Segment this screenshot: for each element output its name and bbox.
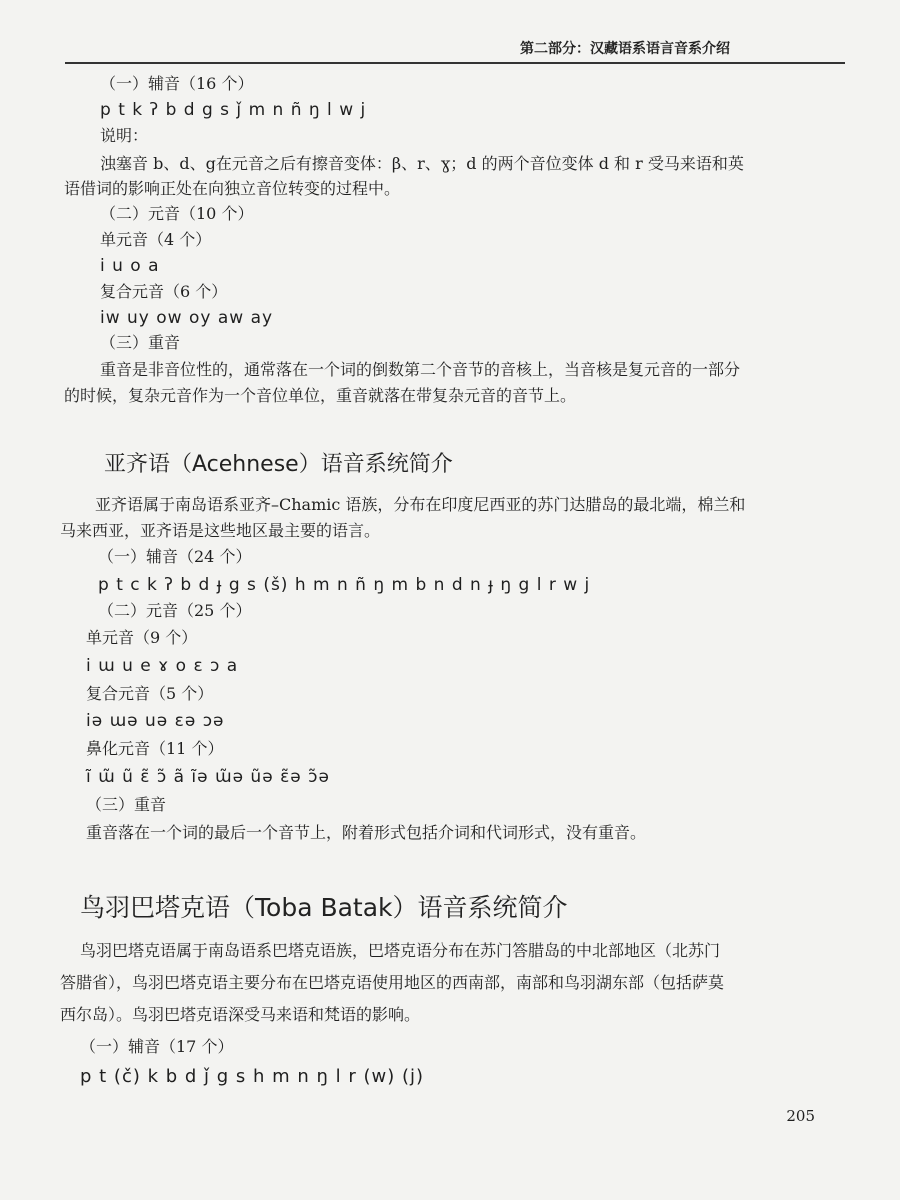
sec1-note-line1: 浊塞音 b、d、g在元音之后有擦音变体：β、r、ɣ；d 的两个音位变体 d 和 r 受马来语和英 bbox=[100, 154, 744, 173]
sec2-consonant-heading: （一）辅音（24 个） bbox=[98, 547, 252, 566]
page-number: 205 bbox=[786, 1107, 815, 1125]
sec2-diphthong-heading: 复合元音（5 个） bbox=[86, 684, 214, 703]
sec3-title: 鸟羽巴塔克语（Toba Batak）语音系统简介 bbox=[80, 893, 568, 922]
sec3-intro-line3: 西尔岛）。鸟羽巴塔克语深受马来语和梵语的影响。 bbox=[60, 1005, 421, 1024]
sec2-intro-line2: 马来西亚，亚齐语是这些地区最主要的语言。 bbox=[60, 521, 381, 540]
sec1-note-line2: 语借词的影响正处在向独立音位转变的过程中。 bbox=[64, 179, 401, 198]
sec2-consonant-list: p t c k ʔ b d ɟ g s (š) h m n ñ ŋ m b n d n ɟ ŋ g l r w j bbox=[98, 575, 591, 595]
sec2-intro-line1: 亚齐语属于南岛语系亚齐–Chamic 语族，分布在印度尼西亚的苏门达腊岛的最北端，棉兰和 bbox=[95, 495, 746, 514]
sec2-stress-line: 重音落在一个词的最后一个音节上，附着形式包括介词和代词形式，没有重音。 bbox=[86, 823, 647, 842]
sec1-stress-heading: （三）重音 bbox=[100, 333, 181, 352]
sec1-diphthong-list: iw uy ow oy aw ay bbox=[100, 308, 274, 328]
sec1-stress-line2: 的时候，复杂元音作为一个音位单位，重音就落在带复杂元音的音节上。 bbox=[64, 386, 577, 405]
sec1-monophthong-heading: 单元音（4 个） bbox=[100, 230, 212, 249]
sec1-diphthong-heading: 复合元音（6 个） bbox=[100, 282, 228, 301]
header-rule bbox=[65, 62, 845, 64]
sec2-vowel-heading: （二）元音（25 个） bbox=[98, 601, 252, 620]
sec1-consonant-heading: （一）辅音（16 个） bbox=[100, 74, 254, 93]
running-header: 第二部分：汉藏语系语言音系介绍 bbox=[520, 41, 730, 57]
sec1-consonant-list: p t k ʔ b d g s ǰ m n ñ ŋ l w j bbox=[100, 100, 367, 120]
sec2-monophthong-heading: 单元音（9 个） bbox=[86, 628, 198, 647]
sec1-vowel-heading: （二）元音（10 个） bbox=[100, 204, 254, 223]
sec3-consonant-heading: （一）辅音（17 个） bbox=[80, 1037, 234, 1056]
sec1-monophthong-list: i u o a bbox=[100, 256, 160, 276]
sec1-note-label: 说明： bbox=[100, 126, 149, 145]
sec2-title: 亚齐语（Acehnese）语音系统简介 bbox=[104, 452, 453, 477]
sec1-stress-line1: 重音是非音位性的，通常落在一个词的倒数第二个音节的音核上，当音核是复元音的一部分 bbox=[100, 360, 741, 379]
sec2-nasal-list: ĩ ɯ̃ ũ ɛ̃ ɔ̃ ã ĩə ɯ̃ə ũə ɛ̃ə ɔ̃ə bbox=[86, 767, 330, 787]
sec2-monophthong-list: i ɯ u e ɤ o ɛ ɔ a bbox=[86, 656, 239, 676]
sec3-consonant-list: p t (č) k b d ǰ g s h m n ŋ l r (w) (j) bbox=[80, 1066, 425, 1087]
sec3-intro-line2: 答腊省），鸟羽巴塔克语主要分布在巴塔克语使用地区的西南部，南部和鸟羽湖东部（包括萨莫 bbox=[60, 973, 725, 992]
sec2-stress-heading: （三）重音 bbox=[86, 795, 167, 814]
sec3-intro-line1: 鸟羽巴塔克语属于南岛语系巴塔克语族，巴塔克语分布在苏门答腊岛的中北部地区（北苏门 bbox=[80, 941, 721, 960]
sec2-diphthong-list: iə ɯə uə ɛə ɔə bbox=[86, 711, 225, 731]
sec2-nasal-heading: 鼻化元音（11 个） bbox=[86, 739, 224, 758]
